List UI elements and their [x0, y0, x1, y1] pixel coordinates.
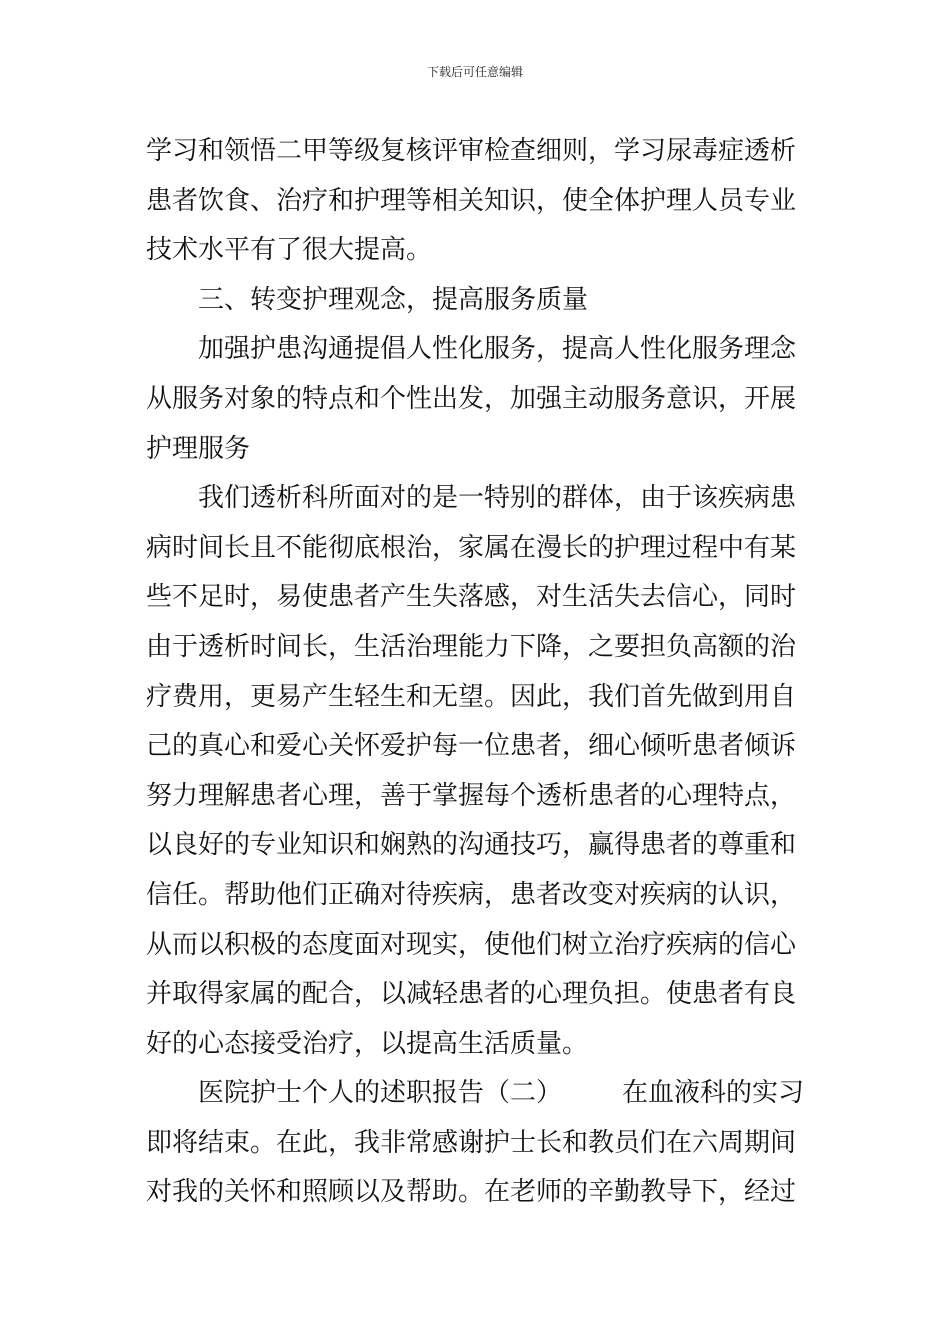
- report-opening: 在血液科的实习: [622, 1078, 805, 1109]
- text-line: 学习和领悟二甲等级复核评审检查细则，学习尿毒症透析: [146, 136, 797, 166]
- text-line: 对我的关怀和照顾以及帮助。在老师的辛勤教导下，经过: [146, 1177, 797, 1208]
- report-title: 医院护士个人的述职报告（二）: [146, 1078, 563, 1109]
- report-title-line: [146, 1069, 806, 1119]
- text-line: 好的心态接受治疗，以提高生活质量。: [146, 1028, 589, 1059]
- text-line: 些不足时，易使患者产生失落感，对生活失去信心，同时: [146, 582, 797, 613]
- text-line: 信任。帮助他们正确对待疾病，患者改变对疾病的认识，: [146, 879, 797, 910]
- text-line: 从服务对象的特点和个性出发，加强主动服务意识，开展: [146, 383, 797, 414]
- section-heading: 三、转变护理观念，提高服务质量: [146, 284, 589, 315]
- text-line: 技术水平有了很大提高。: [146, 235, 433, 266]
- text-line: 加强护患沟通提倡人性化服务，提高人性化服务理念: [146, 334, 797, 365]
- text-line: 即将结束。在此，我非常感谢护士长和教员们在六周期间: [146, 1127, 797, 1158]
- text-line: 并取得家属的配合，以减轻患者的心理负担。使患者有良: [146, 979, 797, 1010]
- text-line: 从而以积极的态度面对现实，使他们树立治疗疾病的信心: [146, 929, 797, 960]
- text-line: 以良好的专业知识和娴熟的沟通技巧，赢得患者的尊重和: [146, 830, 797, 861]
- text-line: 努力理解患者心理，善于掌握每个透析患者的心理特点，: [146, 780, 797, 811]
- text-line: 护理服务: [146, 433, 251, 464]
- text-line: 患者饮食、治疗和护理等相关知识，使全体护理人员专业: [146, 185, 797, 216]
- document-body: [146, 127, 806, 1218]
- text-line: 己的真心和爱心关怀爱护每一位患者，细心倾听患者倾诉: [146, 731, 797, 762]
- text-line: 由于透析时间长，生活治理能力下降，之要担负高额的治: [146, 631, 797, 662]
- page-header: 下载后可任意编辑: [426, 65, 523, 79]
- text-line: 我们透析科所面对的是一特别的群体，由于该疾病患: [146, 483, 797, 514]
- text-line: 病时间长且不能彻底根治，家属在漫长的护理过程中有某: [146, 532, 797, 563]
- text-line: 疗费用，更易产生轻生和无望。因此，我们首先做到用自: [146, 681, 797, 712]
